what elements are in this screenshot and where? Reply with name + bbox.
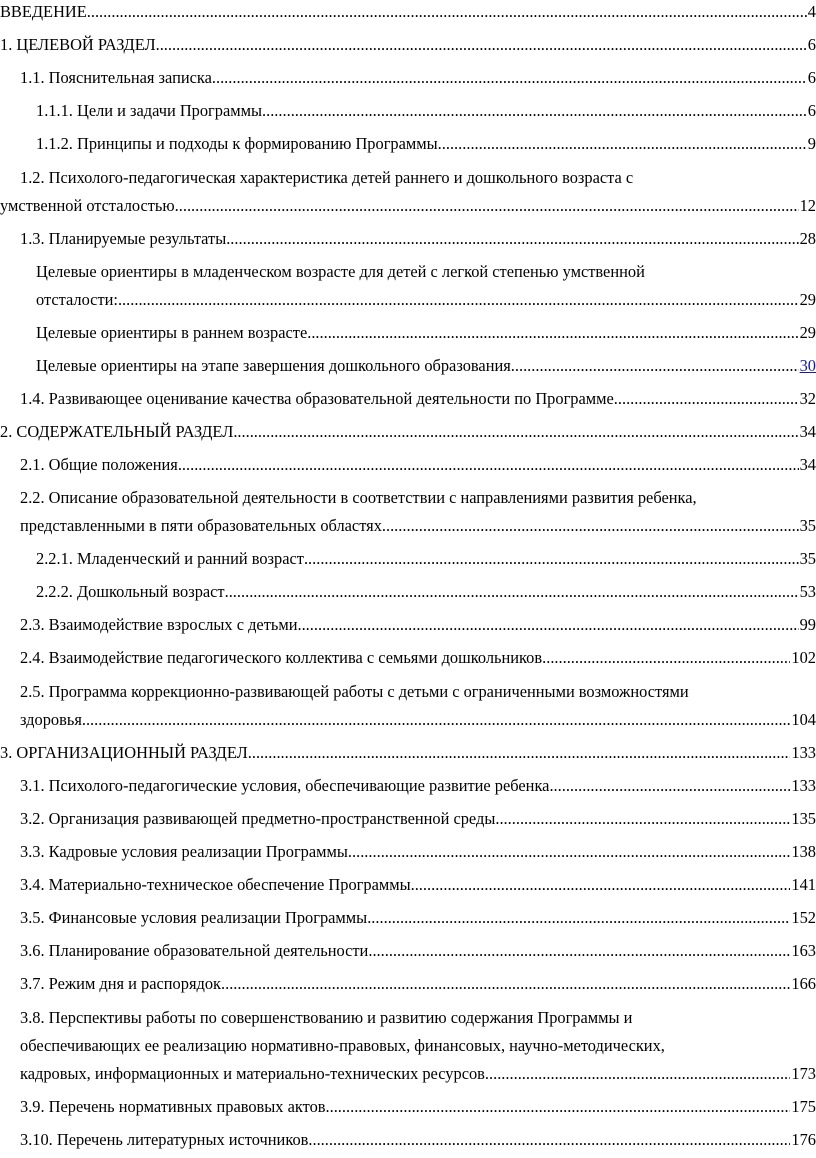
dot-leader [614, 384, 799, 414]
dot-leader [348, 837, 791, 867]
toc-page-number: 141 [791, 875, 816, 894]
toc-page-number: 138 [791, 842, 816, 861]
toc-entry-title: Целевые ориентиры в младенческом возрасте для детей с легкой степенью умственной [36, 262, 645, 281]
toc-page-number: 29 [799, 290, 816, 309]
toc-page-number: 163 [791, 941, 816, 960]
toc-entry-title: 3. ОРГАНИЗАЦИОННЫЙ РАЗДЕЛ [0, 743, 248, 762]
dot-leader [549, 771, 790, 801]
toc-page-number: 4 [807, 2, 816, 21]
toc-page-number: 175 [791, 1097, 816, 1116]
dot-leader [495, 804, 790, 834]
toc-entry-title: 1.2. Психолого-педагогическая характеристика детей раннего и дошкольного возраста с [20, 168, 634, 187]
toc-entry-title: 1.4. Развивающее оценивание качества образовательной деятельности по Программе [20, 389, 614, 408]
toc-entry-title: 1.1.2. Принципы и подходы к формированию Программы [36, 134, 438, 153]
toc-page-number: 152 [791, 908, 816, 927]
dot-leader [225, 577, 799, 607]
toc-page-number: 35 [799, 516, 816, 535]
toc-page-number: 135 [791, 809, 816, 828]
dot-leader [304, 544, 799, 574]
toc-entry-title-continued: отсталости: [36, 290, 118, 309]
dot-leader [297, 610, 798, 640]
toc-entry-title-continued: кадровых, информационных и материально-технических ресурсов [20, 1064, 485, 1083]
dot-leader [438, 129, 807, 159]
toc-page-number: 6 [807, 68, 816, 87]
toc-entry-title: 2.4. Взаимодействие педагогического коллектива с семьями дошкольников [20, 648, 543, 667]
dot-leader [87, 0, 807, 27]
toc-page-number: 35 [799, 549, 816, 568]
dot-leader [542, 643, 790, 673]
dot-leader [221, 969, 790, 999]
toc-page-number: 29 [799, 323, 816, 342]
dot-leader [156, 30, 807, 60]
toc-entry-title: 2. СОДЕРЖАТЕЛЬНЫЙ РАЗДЕЛ [0, 422, 234, 441]
toc-page-number: 34 [799, 455, 816, 474]
dot-leader [307, 318, 798, 348]
toc-entry-title: Целевые ориентиры в раннем возрасте [36, 323, 308, 342]
toc-page-number: 176 [791, 1130, 816, 1149]
toc-entry-title: 2.2. Описание образовательной деятельности в соответствии с направлениями развития ребенка, [20, 488, 697, 507]
toc-entry-title: 3.10. Перечень литературных источников [20, 1130, 309, 1149]
dot-leader [82, 705, 791, 735]
toc-page-number: 6 [807, 35, 816, 54]
dot-leader [511, 351, 799, 381]
toc-page-number: 12 [799, 196, 816, 215]
dot-leader [212, 63, 807, 93]
toc-entry-title-continued: представленными в пяти образовательных областях [20, 516, 382, 535]
toc-page-number: 53 [799, 582, 816, 601]
toc-page-number: 32 [799, 389, 816, 408]
toc-entry-title: 2.2.2. Дошкольный возраст [36, 582, 225, 601]
dot-leader [326, 1092, 791, 1122]
toc-page-number: 99 [799, 615, 816, 634]
toc-entry-title: Целевые ориентиры на этапе завершения дошкольного образования [36, 356, 511, 375]
toc-entry-title: 3.4. Материально-техническое обеспечение Программы [20, 875, 411, 894]
toc-entry-title: 3.1. Психолого-педагогические условия, обеспечивающие развитие ребенка [20, 776, 550, 795]
dot-leader [175, 191, 799, 221]
toc-entry-title-continued: здоровья [20, 710, 82, 729]
toc-entry-title-continued: умственной отсталостью [0, 196, 175, 215]
toc-entry-title: 3.6. Планирование образовательной деятельности [20, 941, 369, 960]
toc-entry-title: 3.3. Кадровые условия реализации Программы [20, 842, 348, 861]
dot-leader [411, 870, 791, 900]
toc-page-number: 133 [791, 743, 816, 762]
toc-entry-title: 2.1. Общие положения [20, 455, 178, 474]
toc-entry-title: 3.8. Перспективы работы по совершенствованию и развитию содержания Программы и [20, 1008, 633, 1027]
toc-entry-title: 1. ЦЕЛЕВОЙ РАЗДЕЛ [0, 35, 156, 54]
toc-entry-title-continued: обеспечивающих ее реализацию нормативно-правовых, финансовых, научно-методических, [20, 1036, 665, 1055]
toc-page-number: 6 [807, 101, 816, 120]
dot-leader [248, 738, 791, 768]
toc-page-number: 104 [791, 710, 816, 729]
toc-entry-title: 3.5. Финансовые условия реализации Программы [20, 908, 368, 927]
toc-page-number: 133 [791, 776, 816, 795]
toc-page-link[interactable]: 30 [799, 356, 816, 375]
dot-leader [368, 936, 790, 966]
toc-entry-title: 3.9. Перечень нормативных правовых актов [20, 1097, 326, 1116]
toc-entry-title: 3.2. Организация развивающей предметно-пространственной среды [20, 809, 496, 828]
toc-entry-title: 2.5. Программа коррекционно-развивающей работы с детьми с ограниченными возможностями [20, 682, 689, 701]
dot-leader [262, 96, 807, 126]
dot-leader [485, 1059, 791, 1089]
dot-leader [382, 511, 799, 541]
toc-entry-title: 1.3. Планируемые результаты [20, 229, 227, 248]
toc-page-number: 34 [799, 422, 816, 441]
dot-leader [226, 224, 798, 254]
dot-leader [367, 903, 790, 933]
toc-entry-title: 2.2.1. Младенческий и ранний возраст [36, 549, 304, 568]
toc-page-number: 102 [791, 648, 816, 667]
dot-leader [178, 450, 799, 480]
dot-leader [118, 285, 799, 315]
toc-page-number: 9 [807, 134, 816, 153]
toc-page-number: 173 [791, 1064, 816, 1083]
toc-entry-title: 3.7. Режим дня и распорядок [20, 974, 221, 993]
toc-entry-title: 2.3. Взаимодействие взрослых с детьми [20, 615, 298, 634]
toc-entry-title: 1.1.1. Цели и задачи Программы [36, 101, 263, 120]
toc-page-number: 166 [791, 974, 816, 993]
dot-leader [233, 417, 798, 447]
dot-leader [308, 1125, 790, 1155]
toc-page-number: 28 [799, 229, 816, 248]
toc-entry-title: 1.1. Пояснительная записка [20, 68, 212, 87]
toc-entry-title: ВВЕДЕНИЕ [0, 2, 87, 21]
